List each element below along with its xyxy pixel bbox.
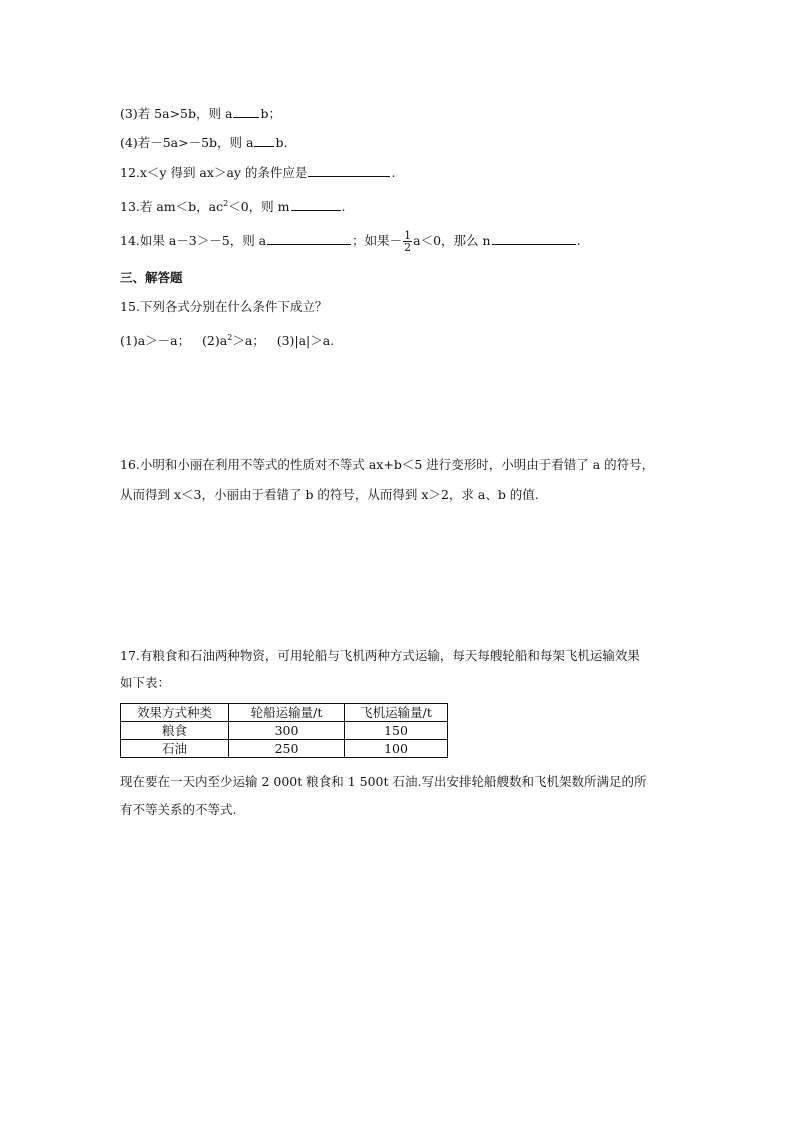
answer-blank[interactable] (267, 232, 351, 245)
table-header-cell: 效果方式种类 (121, 704, 229, 722)
question-16-line1: 16.小明和小丽在利用不等式的性质对不等式 ax+b＜5 进行变形时，小明由于看错了 a 的符号， (120, 457, 655, 472)
table-header-cell: 轮船运输量/t (229, 704, 345, 722)
answer-blank[interactable] (308, 164, 390, 177)
q11-part4: (4)若－5a>－5b，则 a b. (120, 135, 288, 150)
section-title: 三、解答题 (120, 270, 183, 285)
question-13: 13.若 am＜b，$ac^2<0$，则 m . (120, 199, 346, 214)
question-15-parts: (1)a＞－a； $(2)a^2>a$； (3)|a|＞a. (120, 333, 335, 348)
answer-blank[interactable] (492, 232, 576, 245)
question-16-line2: 从而得到 x＜3，小丽由于看错了 b 的符号，从而得到 x＞2，求 a、b 的值. (120, 487, 539, 502)
q11-part3: (3)若 5a>5b，则 a b； (120, 106, 281, 121)
fraction: $\frac{1}{2}$ (404, 229, 412, 254)
transport-table (120, 703, 448, 758)
answer-blank[interactable] (291, 198, 341, 211)
question-17-line4: 有不等关系的不等式. (120, 802, 237, 817)
question-17-line1: 17.有粮食和石油两种物资，可用轮船与飞机两种方式运输，每天每艘轮船和每架飞机运输效果 (120, 648, 640, 663)
question-12: 12.x＜y 得到 ax＞ay 的条件应是 . (120, 165, 396, 180)
table-header-cell: 飞机运输量/t (345, 704, 448, 722)
table-cell: 150 (345, 722, 448, 740)
table-cell: 300 (229, 722, 345, 740)
question-14: 14.如果 a－3＞－5，则 a ；如果－ $\frac{1}{2}$ a＜0，那么 n . (120, 229, 581, 254)
table-cell: 250 (229, 740, 345, 758)
table-row (121, 722, 448, 740)
table-header-row (121, 704, 448, 722)
table-row (121, 740, 448, 758)
question-17-line3: 现在要在一天内至少运输 2 000t 粮食和 1 500t 石油.写出安排轮船艘数和飞机架数所满足的所 (120, 774, 647, 789)
table-cell: 石油 (121, 740, 229, 758)
answer-blank[interactable] (254, 134, 274, 147)
question-17-line2: 如下表： (120, 675, 171, 690)
question-15-title: 15.下列各式分别在什么条件下成立？ (120, 299, 328, 314)
table-cell: 粮食 (121, 722, 229, 740)
answer-blank[interactable] (233, 105, 259, 118)
table-cell: 100 (345, 740, 448, 758)
